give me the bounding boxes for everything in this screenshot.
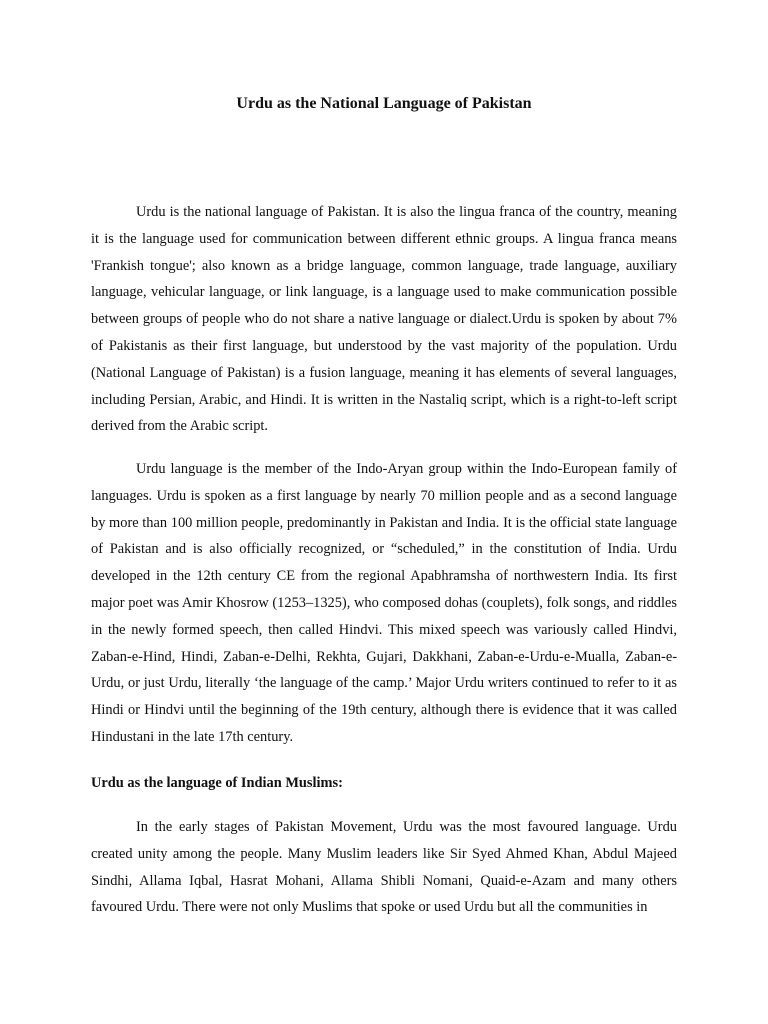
section-heading: Urdu as the language of Indian Muslims: [91,775,343,791]
paragraph-pakistan-movement: In the early stages of Pakistan Movement, Urdu was the most favoured language. Urdu created unity among the people. Many Muslim leaders like Sir Syed Ahmed Khan, Abdul Majeed Sindhi, Allama Iqbal, Hasrat Mohani, Allama Shibli Nomani, Quaid-e-Azam and many others favoured Urdu. There were not only Muslims that spoke or used Urdu but all the communities in [91,819,677,916]
paragraph-indo-aryan-origins: Urdu language is the member of the Indo-Aryan group within the Indo-European family of languages. Urdu is spoken as a first language by nearly 70 million people and as a second language by more than 100 million people, predominantly in Pakistan and India. It is the official state language of Pakistan and is also officially recognized, or “scheduled,” in the constitution of India. Urdu developed in the 12th century CE from the regional Apabhramsha of northwestern India. Its first major poet was Amir Khosrow (1253–1325), who composed dohas (couplets), folk songs, and riddles in the newly formed speech, then called Hindvi. This mixed speech was variously called Hindvi, Zaban-e-Hind, Hindi, Zaban-e-Delhi, Rekhta, Gujari, Dakkhani, Zaban-e-Urdu-e-Mualla, Zaban-e-Urdu, or just Urdu, literally ‘the language of the camp.’ Major Urdu writers continued to refer to it as Hindi or Hindvi until the beginning of the 19th century, although there is evidence that it was called Hindustani in the late 17th century. [91,461,677,745]
document-title: Urdu as the National Language of Pakistan [236,95,532,112]
paragraph-national-language: Urdu is the national language of Pakistan. It is also the lingua franca of the country, meaning it is the language used for communication between different ethnic groups. A lingua franca means 'Frankish tongue'; also known as a bridge language, common language, trade language, auxiliary language, vehicular language, or link language, is a language used to make communication possible between groups of people who do not share a native language or dialect.Urdu is spoken by about 7% of Pakistanis as their first language, but understood by the vast majority of the population. Urdu (National Language of Pakistan) is a fusion language, meaning it has elements of several languages, including Persian, Arabic, and Hindi. It is written in the Nastaliq script, which is a right-to-left script derived from the Arabic script. [91,204,677,435]
